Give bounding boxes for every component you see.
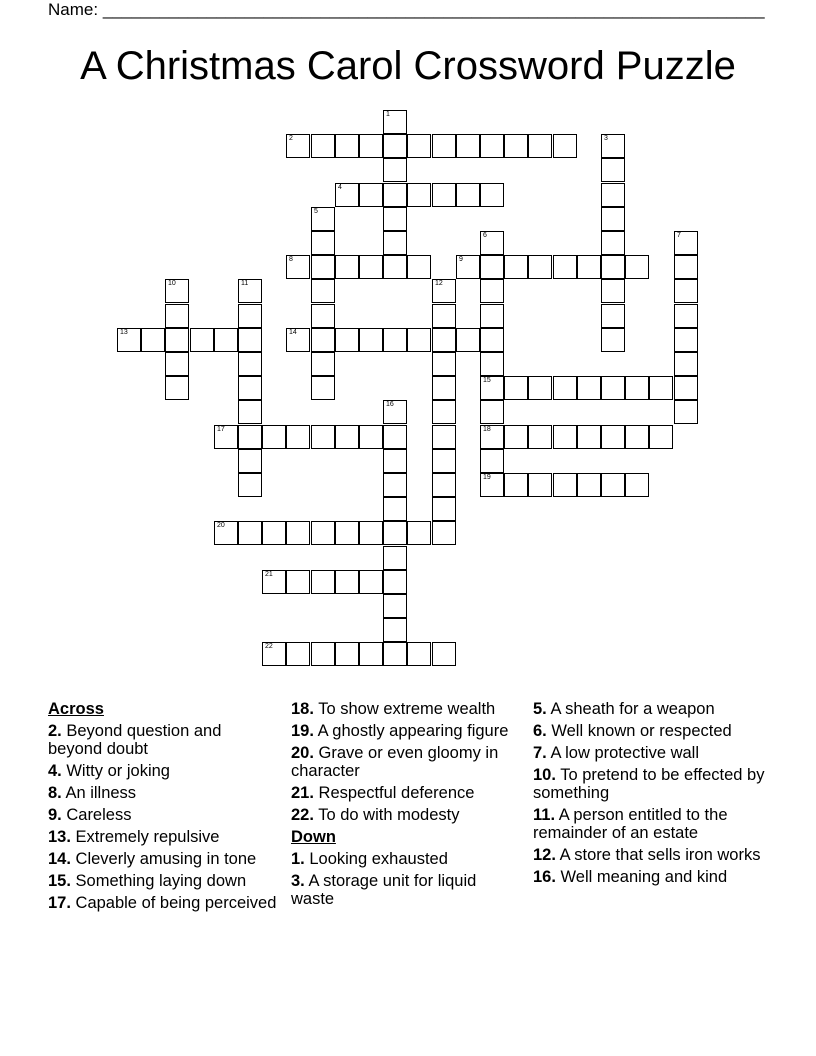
cell-number: 22	[265, 643, 273, 650]
grid-cell[interactable]	[601, 183, 625, 207]
clue-text: Careless	[61, 806, 132, 824]
grid-cell[interactable]	[383, 594, 407, 618]
grid-cell[interactable]	[311, 207, 335, 231]
grid-cell[interactable]	[432, 304, 456, 328]
grid-cell[interactable]	[359, 255, 383, 279]
cell-number: 15	[483, 377, 491, 384]
clue-across	[48, 722, 278, 758]
cell-number: 13	[120, 329, 128, 336]
grid-cell[interactable]	[262, 570, 286, 594]
cell-number: 2	[289, 135, 293, 142]
grid-cell[interactable]	[480, 304, 504, 328]
cell-number: 3	[604, 135, 608, 142]
grid-cell[interactable]	[311, 521, 335, 545]
grid-cell[interactable]	[456, 255, 480, 279]
clue-across	[291, 700, 521, 718]
grid-cell[interactable]	[383, 158, 407, 182]
clues-column-2	[291, 700, 521, 912]
grid-cell[interactable]	[601, 328, 625, 352]
grid-cell[interactable]	[601, 158, 625, 182]
cell-number: 10	[168, 280, 176, 287]
clue-number: 21.	[291, 784, 314, 802]
cell-number: 7	[677, 232, 681, 239]
clue-down	[533, 700, 768, 718]
grid-cell[interactable]	[553, 134, 577, 158]
grid-cell[interactable]	[165, 352, 189, 376]
grid-cell[interactable]	[432, 328, 456, 352]
grid-cell[interactable]	[383, 207, 407, 231]
cell-number: 19	[483, 474, 491, 481]
grid-cell[interactable]	[383, 231, 407, 255]
clue-number: 22.	[291, 806, 314, 824]
grid-cell[interactable]	[504, 376, 528, 400]
grid-cell[interactable]	[480, 376, 504, 400]
grid-cell[interactable]	[359, 134, 383, 158]
grid-cell[interactable]	[577, 425, 601, 449]
grid-cell[interactable]	[359, 570, 383, 594]
grid-cell[interactable]	[480, 231, 504, 255]
clue-text: Cleverly amusing in tone	[70, 850, 257, 868]
grid-cell[interactable]	[432, 279, 456, 303]
clue-down	[533, 744, 768, 762]
clue-text: Looking exhausted	[304, 850, 448, 868]
clue-across	[291, 784, 521, 802]
clue-number: 12.	[533, 846, 556, 864]
clue-number: 3.	[291, 872, 305, 890]
grid-cell[interactable]	[504, 134, 528, 158]
grid-cell[interactable]	[407, 328, 431, 352]
grid-cell[interactable]	[456, 183, 480, 207]
clue-number: 13.	[48, 828, 71, 846]
grid-cell[interactable]	[311, 425, 335, 449]
clue-across	[291, 722, 521, 740]
grid-cell[interactable]	[625, 425, 649, 449]
grid-cell[interactable]	[407, 642, 431, 666]
down-heading: Down	[291, 828, 336, 846]
cell-number: 11	[241, 280, 249, 287]
grid-cell[interactable]	[504, 473, 528, 497]
clue-text: Beyond question and beyond doubt	[48, 722, 222, 758]
grid-cell[interactable]	[601, 231, 625, 255]
grid-cell[interactable]	[383, 110, 407, 134]
grid-cell[interactable]	[238, 304, 262, 328]
grid-cell[interactable]	[238, 279, 262, 303]
grid-cell[interactable]	[311, 304, 335, 328]
grid-cell[interactable]	[238, 352, 262, 376]
grid-cell[interactable]	[238, 425, 262, 449]
grid-cell[interactable]	[311, 231, 335, 255]
grid-cell[interactable]	[165, 304, 189, 328]
clues-column-3	[533, 700, 768, 890]
grid-cell[interactable]	[625, 376, 649, 400]
grid-cell[interactable]	[383, 618, 407, 642]
grid-cell[interactable]	[674, 376, 698, 400]
grid-cell[interactable]	[359, 521, 383, 545]
grid-cell[interactable]	[432, 183, 456, 207]
cell-number: 16	[386, 401, 394, 408]
grid-cell[interactable]	[286, 255, 310, 279]
grid-cell[interactable]	[383, 497, 407, 521]
grid-cell[interactable]	[528, 376, 552, 400]
grid-cell[interactable]	[311, 642, 335, 666]
grid-cell[interactable]	[335, 183, 359, 207]
grid-cell[interactable]	[553, 376, 577, 400]
grid-cell[interactable]	[480, 352, 504, 376]
grid-cell[interactable]	[674, 231, 698, 255]
grid-cell[interactable]	[214, 328, 238, 352]
grid-cell[interactable]	[601, 473, 625, 497]
grid-cell[interactable]	[335, 425, 359, 449]
grid-cell[interactable]	[311, 255, 335, 279]
clue-number: 6.	[533, 722, 547, 740]
grid-cell[interactable]	[432, 521, 456, 545]
clue-down	[533, 766, 768, 802]
grid-cell[interactable]	[649, 425, 673, 449]
clue-number: 16.	[533, 868, 556, 886]
clue-across	[48, 872, 278, 890]
cell-number: 5	[314, 208, 318, 215]
clues-column-1	[48, 700, 278, 916]
grid-cell[interactable]	[286, 328, 310, 352]
clue-across	[291, 806, 521, 824]
grid-cell[interactable]	[577, 255, 601, 279]
grid-cell[interactable]	[238, 400, 262, 424]
grid-cell[interactable]	[262, 521, 286, 545]
clue-number: 18.	[291, 700, 314, 718]
grid-cell[interactable]	[335, 521, 359, 545]
clue-text: Witty or joking	[61, 762, 170, 780]
grid-cell[interactable]	[383, 400, 407, 424]
clue-text: A person entitled to the remainder of an estate	[533, 806, 728, 842]
grid-cell[interactable]	[190, 328, 214, 352]
grid-cell[interactable]	[383, 546, 407, 570]
clue-text: A sheath for a weapon	[546, 700, 715, 718]
clue-number: 9.	[48, 806, 62, 824]
grid-cell[interactable]	[432, 400, 456, 424]
clue-text: A storage unit for liquid waste	[291, 872, 477, 908]
grid-cell[interactable]	[480, 400, 504, 424]
grid-cell[interactable]	[674, 400, 698, 424]
grid-cell[interactable]	[601, 134, 625, 158]
grid-cell[interactable]	[553, 255, 577, 279]
grid-cell[interactable]	[262, 642, 286, 666]
clue-across	[48, 850, 278, 868]
clue-down	[533, 846, 768, 864]
clue-number: 1.	[291, 850, 305, 868]
grid-cell[interactable]	[432, 425, 456, 449]
clue-across	[48, 784, 278, 802]
grid-cell[interactable]	[383, 134, 407, 158]
cell-number: 17	[217, 426, 225, 433]
grid-cell[interactable]	[335, 642, 359, 666]
grid-cell[interactable]	[383, 449, 407, 473]
grid-cell[interactable]	[165, 376, 189, 400]
grid-cell[interactable]	[480, 255, 504, 279]
grid-cell[interactable]	[383, 328, 407, 352]
clue-text: An illness	[61, 784, 137, 802]
clue-number: 19.	[291, 722, 314, 740]
grid-cell[interactable]	[407, 255, 431, 279]
cell-number: 9	[459, 256, 463, 263]
clue-text: A store that sells iron works	[555, 846, 761, 864]
grid-cell[interactable]	[383, 521, 407, 545]
grid-cell[interactable]	[601, 304, 625, 328]
clue-text: Extremely repulsive	[70, 828, 220, 846]
grid-cell[interactable]	[528, 473, 552, 497]
clue-text: Respectful deference	[313, 784, 475, 802]
clue-down	[291, 850, 521, 868]
clue-text: To do with modesty	[313, 806, 460, 824]
grid-cell[interactable]	[625, 473, 649, 497]
cell-number: 4	[338, 184, 342, 191]
grid-cell[interactable]	[383, 473, 407, 497]
grid-cell[interactable]	[504, 425, 528, 449]
grid-cell[interactable]	[359, 425, 383, 449]
clue-number: 14.	[48, 850, 71, 868]
grid-cell[interactable]	[528, 134, 552, 158]
clue-number: 20.	[291, 744, 314, 762]
clue-across	[48, 762, 278, 780]
grid-cell[interactable]	[311, 570, 335, 594]
grid-cell[interactable]	[335, 134, 359, 158]
grid-cell[interactable]	[577, 473, 601, 497]
clue-down	[291, 872, 521, 908]
grid-cell[interactable]	[286, 134, 310, 158]
clue-number: 7.	[533, 744, 547, 762]
cell-number: 21	[265, 571, 273, 578]
grid-cell[interactable]	[311, 328, 335, 352]
grid-cell[interactable]	[359, 328, 383, 352]
grid-cell[interactable]	[238, 449, 262, 473]
grid-cell[interactable]	[238, 328, 262, 352]
grid-cell[interactable]	[407, 521, 431, 545]
cell-number: 6	[483, 232, 487, 239]
grid-cell[interactable]	[674, 279, 698, 303]
grid-cell[interactable]	[456, 328, 480, 352]
grid-cell[interactable]	[286, 521, 310, 545]
grid-cell[interactable]	[238, 521, 262, 545]
clue-number: 8.	[48, 784, 62, 802]
cell-number: 20	[217, 522, 225, 529]
grid-cell[interactable]	[480, 134, 504, 158]
grid-cell[interactable]	[528, 425, 552, 449]
clue-text: Capable of being perceived	[70, 894, 277, 912]
clue-text: To pretend to be effected by something	[533, 766, 765, 802]
grid-cell[interactable]	[432, 473, 456, 497]
grid-cell[interactable]	[480, 449, 504, 473]
cell-number: 14	[289, 329, 297, 336]
grid-cell[interactable]	[311, 279, 335, 303]
grid-cell[interactable]	[674, 304, 698, 328]
across-heading: Across	[48, 700, 104, 718]
grid-cell[interactable]	[456, 134, 480, 158]
cell-number: 18	[483, 426, 491, 433]
grid-cell[interactable]	[359, 642, 383, 666]
grid-cell[interactable]	[432, 642, 456, 666]
grid-cell[interactable]	[601, 425, 625, 449]
grid-cell[interactable]	[407, 183, 431, 207]
grid-cell[interactable]	[238, 473, 262, 497]
grid-cell[interactable]	[286, 642, 310, 666]
clue-number: 15.	[48, 872, 71, 890]
grid-cell[interactable]	[553, 425, 577, 449]
clue-down	[533, 868, 768, 886]
grid-cell[interactable]	[311, 352, 335, 376]
grid-cell[interactable]	[601, 376, 625, 400]
grid-cell[interactable]	[649, 376, 673, 400]
grid-cell[interactable]	[383, 570, 407, 594]
grid-cell[interactable]	[335, 570, 359, 594]
clue-number: 4.	[48, 762, 62, 780]
grid-cell[interactable]	[311, 134, 335, 158]
grid-cell[interactable]	[383, 183, 407, 207]
cell-number: 12	[435, 280, 443, 287]
page-title: A Christmas Carol Crossword Puzzle	[80, 44, 736, 88]
grid-cell[interactable]	[311, 376, 335, 400]
grid-cell[interactable]	[383, 642, 407, 666]
clue-text: A low protective wall	[546, 744, 700, 762]
grid-cell[interactable]	[214, 521, 238, 545]
grid-cell[interactable]	[359, 183, 383, 207]
grid-cell[interactable]	[383, 425, 407, 449]
clue-number: 2.	[48, 722, 62, 740]
grid-cell[interactable]	[165, 279, 189, 303]
cell-number: 1	[386, 111, 390, 118]
clue-across	[48, 806, 278, 824]
grid-cell[interactable]	[432, 352, 456, 376]
grid-cell[interactable]	[601, 207, 625, 231]
name-label: Name:	[48, 0, 99, 19]
grid-cell[interactable]	[432, 449, 456, 473]
grid-cell[interactable]	[480, 279, 504, 303]
clue-text: Grave or even gloomy in character	[291, 744, 499, 780]
grid-cell[interactable]	[432, 376, 456, 400]
grid-cell[interactable]	[286, 570, 310, 594]
grid-cell[interactable]	[141, 328, 165, 352]
grid-cell[interactable]	[165, 328, 189, 352]
grid-cell[interactable]	[238, 376, 262, 400]
grid-cell[interactable]	[286, 425, 310, 449]
clue-text: Well meaning and kind	[555, 868, 728, 886]
clue-down	[533, 806, 768, 842]
grid-cell[interactable]	[480, 183, 504, 207]
grid-cell[interactable]	[504, 255, 528, 279]
grid-cell[interactable]	[480, 473, 504, 497]
clue-across	[291, 744, 521, 780]
grid-cell[interactable]	[601, 255, 625, 279]
clue-down	[533, 722, 768, 740]
clue-number: 5.	[533, 700, 547, 718]
cell-number: 8	[289, 256, 293, 263]
clue-text: A ghostly appearing figure	[313, 722, 509, 740]
grid-cell[interactable]	[262, 425, 286, 449]
grid-cell[interactable]	[480, 328, 504, 352]
clue-text: Well known or respected	[546, 722, 732, 740]
grid-cell[interactable]	[214, 425, 238, 449]
grid-cell[interactable]	[601, 279, 625, 303]
grid-cell[interactable]	[432, 497, 456, 521]
grid-cell[interactable]	[335, 328, 359, 352]
clue-number: 10.	[533, 766, 556, 784]
grid-cell[interactable]	[383, 255, 407, 279]
grid-cell[interactable]	[674, 328, 698, 352]
clue-number: 11.	[533, 806, 556, 824]
clue-text: Something laying down	[70, 872, 247, 890]
grid-cell[interactable]	[480, 425, 504, 449]
name-blank[interactable]: ______________________________________________________________________	[102, 0, 765, 19]
grid-cell[interactable]	[674, 352, 698, 376]
clue-text: To show extreme wealth	[313, 700, 496, 718]
grid-cell[interactable]	[625, 255, 649, 279]
grid-cell[interactable]	[335, 255, 359, 279]
grid-cell[interactable]	[528, 255, 552, 279]
grid-cell[interactable]	[407, 134, 431, 158]
grid-cell[interactable]	[117, 328, 141, 352]
grid-cell[interactable]	[577, 376, 601, 400]
clue-number: 17.	[48, 894, 71, 912]
clue-across	[48, 828, 278, 846]
clue-across	[48, 894, 278, 912]
grid-cell[interactable]	[674, 255, 698, 279]
grid-cell[interactable]	[432, 134, 456, 158]
grid-cell[interactable]	[553, 473, 577, 497]
